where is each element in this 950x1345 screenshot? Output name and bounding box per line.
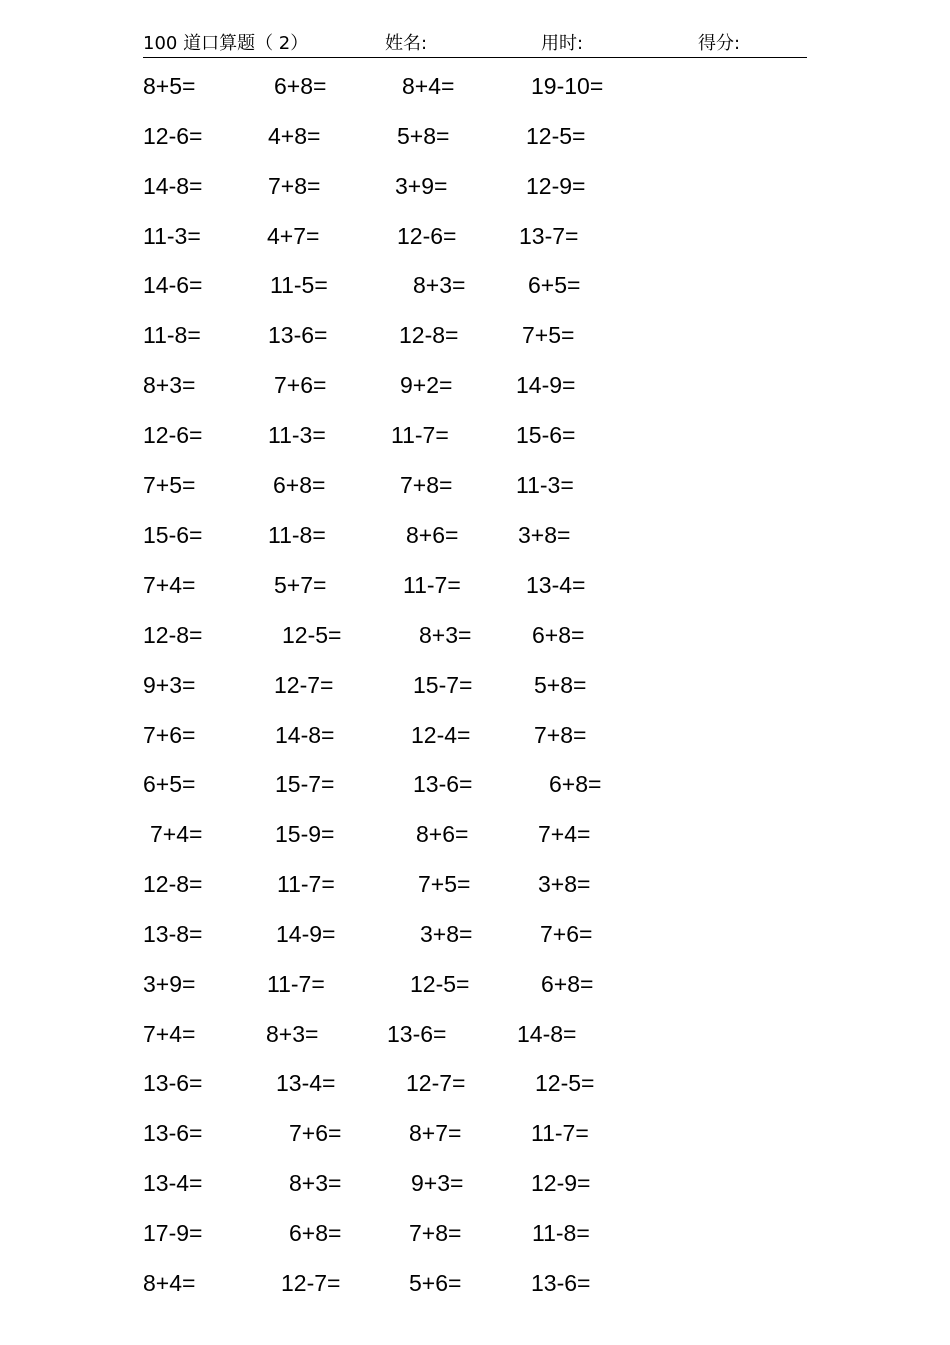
- problem-item: 13-8=: [143, 921, 203, 947]
- problem-item: 3+8=: [538, 871, 591, 897]
- problem-item: 12-6=: [143, 123, 203, 149]
- problem-item: 6+5=: [528, 272, 581, 298]
- problem-row: [0, 570, 950, 600]
- problem-item: 8+4=: [143, 1270, 196, 1296]
- problem-item: 6+8=: [274, 73, 327, 99]
- problem-row: [0, 1268, 950, 1298]
- score-label: 得分:: [698, 33, 741, 54]
- problem-item: 5+8=: [534, 672, 587, 698]
- problem-item: 7+8=: [268, 173, 321, 199]
- problem-item: 13-6=: [413, 771, 473, 797]
- problem-item: 7+4=: [143, 1021, 196, 1047]
- problem-item: 7+6=: [143, 722, 196, 748]
- problem-item: 3+9=: [143, 971, 196, 997]
- problem-item: 4+7=: [267, 223, 320, 249]
- problem-item: 11-7=: [391, 422, 449, 448]
- problem-item: 8+3=: [143, 372, 196, 398]
- problem-item: 12-7=: [274, 672, 334, 698]
- problem-item: 12-9=: [531, 1170, 591, 1196]
- problem-item: 6+8=: [532, 622, 585, 648]
- problem-item: 12-9=: [526, 173, 586, 199]
- problem-item: 5+6=: [409, 1270, 462, 1296]
- problem-item: 11-3=: [516, 472, 574, 498]
- problem-item: 12-5=: [410, 971, 470, 997]
- problem-row: [0, 620, 950, 650]
- problem-item: 13-6=: [143, 1120, 203, 1146]
- problem-item: 14-8=: [275, 722, 335, 748]
- problem-row: [0, 1068, 950, 1098]
- problem-item: 8+3=: [289, 1170, 342, 1196]
- problem-item: 8+6=: [416, 821, 469, 847]
- problem-item: 11-7=: [267, 971, 325, 997]
- problem-item: 11-7=: [403, 572, 461, 598]
- problem-item: 7+8=: [409, 1220, 462, 1246]
- problem-item: 14-8=: [517, 1021, 577, 1047]
- time-label: 用时:: [541, 33, 584, 54]
- problem-item: 12-6=: [397, 223, 457, 249]
- problem-item: 19-10=: [531, 73, 604, 99]
- problem-item: 14-9=: [276, 921, 336, 947]
- problem-item: 4+8=: [268, 123, 321, 149]
- problem-row: [0, 769, 950, 799]
- problem-item: 12-7=: [406, 1070, 466, 1096]
- problem-item: 12-8=: [399, 322, 459, 348]
- problem-row: [0, 1218, 950, 1248]
- problem-row: [0, 270, 950, 300]
- problem-item: 7+6=: [274, 372, 327, 398]
- problem-item: 11-3=: [268, 422, 326, 448]
- problem-item: 6+8=: [541, 971, 594, 997]
- problem-item: 7+8=: [400, 472, 453, 498]
- problem-item: 8+5=: [143, 73, 196, 99]
- problem-item: 14-6=: [143, 272, 203, 298]
- problem-item: 12-5=: [526, 123, 586, 149]
- problem-item: 7+4=: [150, 821, 203, 847]
- problem-item: 6+8=: [549, 771, 602, 797]
- problem-row: [0, 221, 950, 251]
- problem-item: 8+6=: [406, 522, 459, 548]
- problem-row: [0, 320, 950, 350]
- problem-item: 13-4=: [276, 1070, 336, 1096]
- problem-item: 15-6=: [516, 422, 576, 448]
- problem-row: [0, 1019, 950, 1049]
- problem-item: 12-5=: [535, 1070, 595, 1096]
- problem-item: 12-8=: [143, 871, 203, 897]
- problem-item: 9+3=: [143, 672, 196, 698]
- problem-item: 5+8=: [397, 123, 450, 149]
- problem-item: 13-7=: [519, 223, 579, 249]
- problem-item: 8+3=: [419, 622, 472, 648]
- problem-item: 6+8=: [273, 472, 326, 498]
- problem-row: [0, 869, 950, 899]
- problem-item: 13-6=: [531, 1270, 591, 1296]
- problem-item: 11-7=: [277, 871, 335, 897]
- problem-item: 13-6=: [143, 1070, 203, 1096]
- problem-item: 8+3=: [413, 272, 466, 298]
- problem-item: 3+8=: [518, 522, 571, 548]
- worksheet-title: 100 道口算题（ 2）: [143, 33, 309, 54]
- problem-item: 8+4=: [402, 73, 455, 99]
- problem-row: [0, 121, 950, 151]
- problem-item: 6+5=: [143, 771, 196, 797]
- problem-item: 14-9=: [516, 372, 576, 398]
- problem-row: [0, 919, 950, 949]
- problem-row: [0, 171, 950, 201]
- problem-item: 7+8=: [534, 722, 587, 748]
- problem-item: 7+5=: [418, 871, 471, 897]
- name-label: 姓名:: [385, 33, 428, 54]
- problem-item: 7+5=: [522, 322, 575, 348]
- problem-row: [0, 1168, 950, 1198]
- problem-item: 7+6=: [289, 1120, 342, 1146]
- problem-item: 14-8=: [143, 173, 203, 199]
- problem-item: 6+8=: [289, 1220, 342, 1246]
- problem-item: 13-6=: [387, 1021, 447, 1047]
- problem-item: 11-5=: [270, 272, 328, 298]
- problem-item: 13-6=: [268, 322, 328, 348]
- problem-item: 9+2=: [400, 372, 453, 398]
- problem-item: 9+3=: [411, 1170, 464, 1196]
- problem-item: 15-6=: [143, 522, 203, 548]
- problem-item: 13-4=: [143, 1170, 203, 1196]
- problem-item: 7+4=: [538, 821, 591, 847]
- problem-item: 11-8=: [143, 322, 201, 348]
- problem-item: 12-6=: [143, 422, 203, 448]
- problem-item: 13-4=: [526, 572, 586, 598]
- problem-row: [0, 520, 950, 550]
- problem-item: 17-9=: [143, 1220, 203, 1246]
- problem-item: 5+7=: [274, 572, 327, 598]
- problem-item: 12-4=: [411, 722, 471, 748]
- problem-item: 3+8=: [420, 921, 473, 947]
- problem-item: 12-5=: [282, 622, 342, 648]
- problem-row: [0, 670, 950, 700]
- problem-row: [0, 420, 950, 450]
- problem-row: [0, 71, 950, 101]
- problem-item: 8+3=: [266, 1021, 319, 1047]
- problem-item: 12-8=: [143, 622, 203, 648]
- problem-item: 11-3=: [143, 223, 201, 249]
- problem-item: 7+6=: [540, 921, 593, 947]
- problem-row: [0, 819, 950, 849]
- problem-row: [0, 1118, 950, 1148]
- problem-row: [0, 720, 950, 750]
- problem-item: 3+9=: [395, 173, 448, 199]
- problem-item: 7+5=: [143, 472, 196, 498]
- problem-item: 15-7=: [275, 771, 335, 797]
- problem-item: 11-8=: [532, 1220, 590, 1246]
- problem-item: 15-7=: [413, 672, 473, 698]
- problem-item: 11-7=: [531, 1120, 589, 1146]
- problem-item: 8+7=: [409, 1120, 462, 1146]
- problem-item: 12-7=: [281, 1270, 341, 1296]
- problem-row: [0, 370, 950, 400]
- problem-item: 7+4=: [143, 572, 196, 598]
- problem-item: 15-9=: [275, 821, 335, 847]
- problem-item: 11-8=: [268, 522, 326, 548]
- problem-row: [0, 969, 950, 999]
- problem-row: [0, 470, 950, 500]
